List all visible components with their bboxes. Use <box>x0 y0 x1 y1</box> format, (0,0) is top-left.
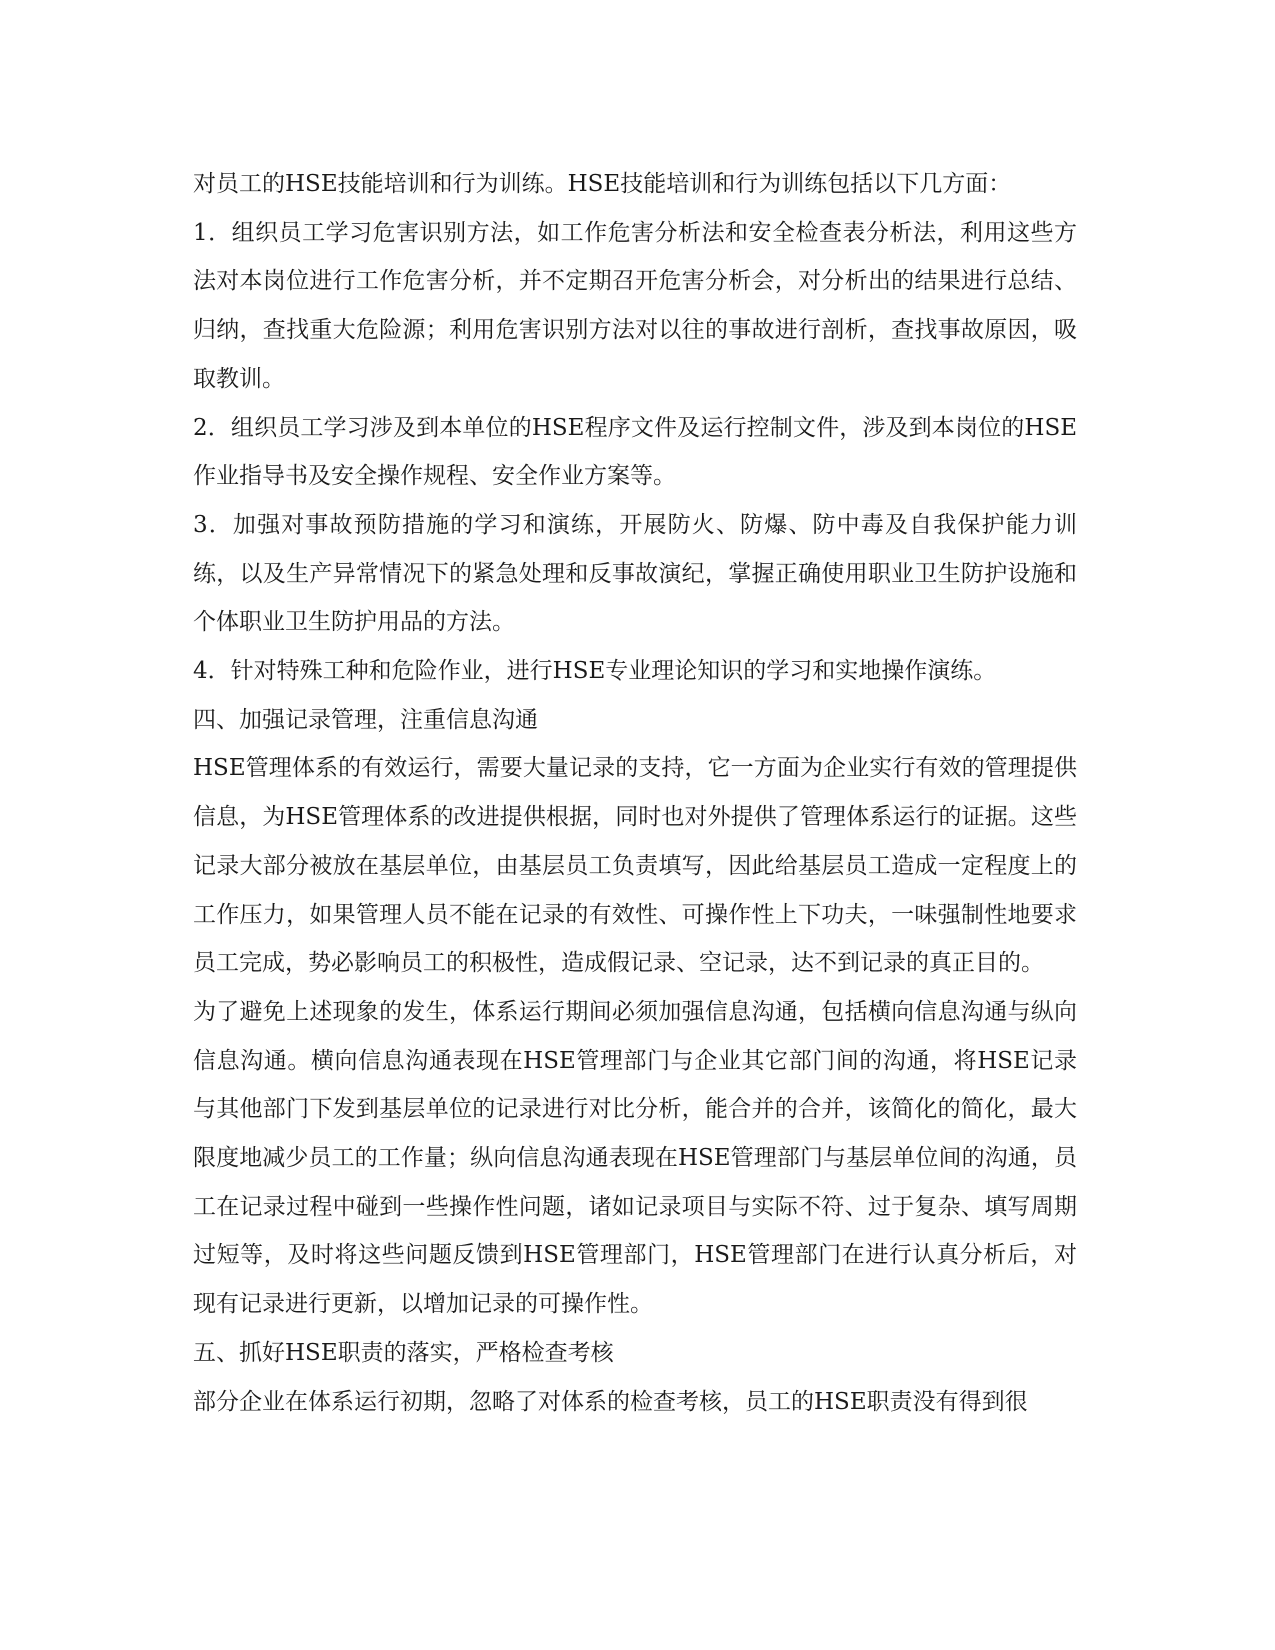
paragraph-records: HSE管理体系的有效运行，需要大量记录的支持，它一方面为企业实行有效的管理提供信息，为HSE管理体系的改进提供根据，同时也对外提供了管理体系运行的证据。这些记录大部分被放在基层单位，由基层员工负责填写，因此给基层员工造成一定程度上的工作压力，如果管理人员不能在记录的有效性、可操作性上下功夫，一味强制性地要求员工完成，势必影响员工的积极性，造成假记录、空记录，达不到记录的真正目的。 <box>193 755 1077 977</box>
paragraph-communication: 为了避免上述现象的发生，体系运行期间必须加强信息沟通，包括横向信息沟通与纵向信息沟通。横向信息沟通表现在HSE管理部门与企业其它部门间的沟通，将HSE记录与其他部门下发到基层单位的记录进行对比分析，能合并的合并，该简化的简化，最大限度地减少员工的工作量；纵向信息沟通表现在HSE管理部门与基层单位间的沟通，员工在记录过程中碰到一些操作性问题，诸如记录项目与实际不符、过于复杂、填写周期过短等，及时将这些问题反馈到HSE管理部门，HSE管理部门在进行认真分析后，对现有记录进行更新，以增加记录的可操作性。 <box>193 998 1077 1318</box>
paragraph-item-1: 1．组织员工学习危害识别方法，如工作危害分析法和安全检查表分析法，利用这些方法对本岗位进行工作危害分析，并不定期召开危害分析会，对分析出的结果进行总结、归纳，查找重大危险源；利用危害识别方法对以往的事故进行剖析，查找事故原因，吸取教训。 <box>193 219 1077 392</box>
paragraph-intro: 对员工的HSE技能培训和行为训练。HSE技能培训和行为训练包括以下几方面： <box>193 171 1012 197</box>
section-heading-5: 五、抓好HSE职责的落实，严格检查考核 <box>193 1339 614 1366</box>
paragraph-assessment: 部分企业在体系运行初期，忽略了对体系的检查考核，员工的HSE职责没有得到很 <box>193 1388 1028 1415</box>
paragraph-item-3: 3．加强对事故预防措施的学习和演练，开展防火、防爆、防中毒及自我保护能力训练，以及生产异常情况下的紧急处理和反事故演纪，掌握正确使用职业卫生防护设施和个体职业卫生防护用品的方法。 <box>193 511 1077 636</box>
paragraph-item-2: 2．组织员工学习涉及到本单位的HSE程序文件及运行控制文件，涉及到本岗位的HSE作业指导书及安全操作规程、安全作业方案等。 <box>193 414 1077 490</box>
paragraph-item-4: 4．针对特殊工种和危险作业，进行HSE专业理论知识的学习和实地操作演练。 <box>193 658 997 685</box>
section-heading-4: 四、加强记录管理，注重信息沟通 <box>193 706 538 733</box>
document-body <box>193 160 1077 1426</box>
